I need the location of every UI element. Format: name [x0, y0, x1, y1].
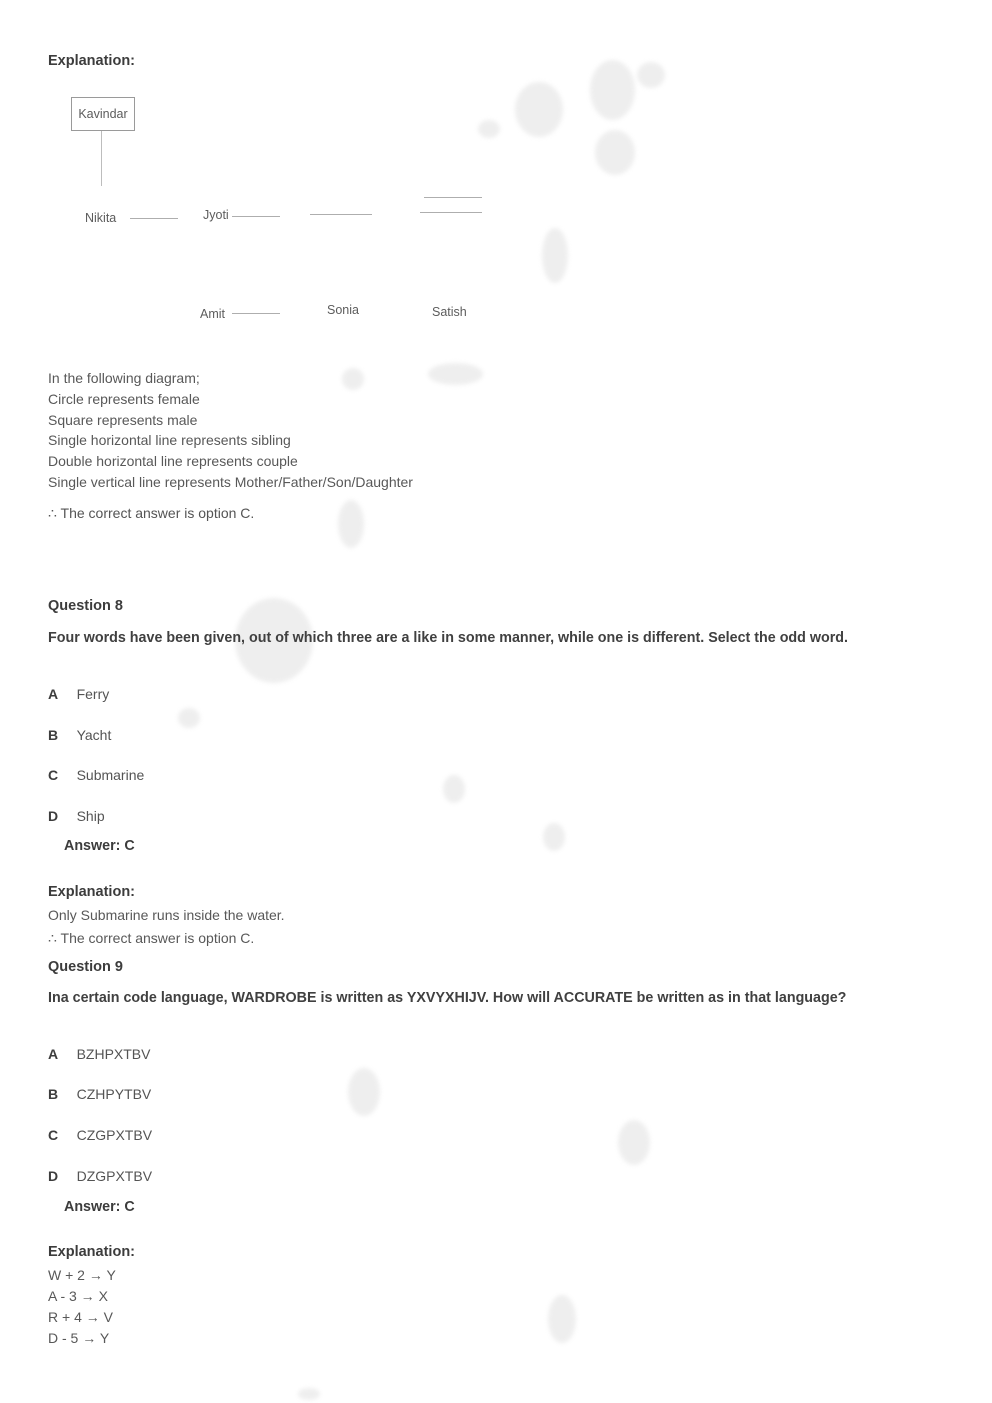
explanation-heading: Explanation: [48, 53, 136, 69]
diagram-node-sonia: Sonia [327, 303, 359, 317]
legend-line: In the following diagram; [48, 370, 200, 386]
option-row [48, 1046, 150, 1064]
explanation-heading: Explanation: [48, 884, 136, 900]
legend-line: Square represents male [48, 411, 198, 428]
explanation-body [48, 905, 285, 949]
option-letter: A [48, 1046, 59, 1062]
code-step-line: W + 2 → Y [48, 1267, 116, 1283]
diagram-node-satish: Satish [432, 305, 467, 319]
option-letter: B [48, 727, 59, 743]
question-text: Ina certain code language, WARDROBE is written as YXVYXHIJV. How will ACCURATE be written as in that language? [48, 990, 847, 1006]
option-text: DZGPXTBV [76, 1168, 153, 1184]
option-text: Yacht [76, 727, 112, 743]
couple-line-top [424, 197, 482, 198]
question-title: Question 9 [48, 959, 123, 975]
code-steps [48, 1265, 116, 1349]
watermark-blob [178, 708, 200, 728]
legend-line: Circle represents female [48, 390, 200, 407]
sibling-line [232, 313, 280, 314]
option-letter: B [48, 1086, 59, 1102]
watermark-blob [338, 500, 364, 548]
legend-line: Single horizontal line represents sibling [48, 432, 291, 449]
sibling-line [130, 218, 178, 219]
option-text: Ferry [76, 686, 110, 702]
watermark-blob [542, 228, 568, 283]
watermark-blob [298, 1388, 320, 1400]
watermark-blob [590, 60, 635, 120]
option-row [48, 1127, 152, 1145]
question-title: Question 8 [48, 598, 123, 614]
option-row [48, 808, 105, 826]
watermark-blob [348, 1068, 380, 1116]
explanation-line: ∴ The correct answer is option C. [48, 929, 255, 946]
watermark-blob [428, 363, 483, 385]
option-letter: C [48, 767, 59, 783]
watermark-blob [478, 120, 500, 138]
option-letter: D [48, 1168, 59, 1184]
explanation-line: Only Submarine runs inside the water. [48, 907, 285, 923]
code-step-line: R + 4 → V [48, 1309, 113, 1325]
conclusion-text: ∴ The correct answer is option C. [48, 505, 255, 521]
watermark-blob [548, 1295, 576, 1343]
diagram-node-label: Kavindar [78, 107, 128, 121]
diagram-node-amit: Amit [200, 307, 225, 321]
sibling-line [310, 214, 372, 215]
watermark-blob [543, 823, 565, 851]
option-letter: A [48, 686, 59, 702]
option-row [48, 767, 144, 785]
watermark-blob [637, 62, 665, 88]
option-row [48, 686, 109, 704]
watermark-blob [515, 82, 563, 137]
code-step-line: A - 3 → X [48, 1288, 108, 1304]
diagram-node-nikita: Nikita [85, 211, 117, 225]
diagram-node-kavindar [71, 97, 135, 131]
legend-line: Double horizontal line represents couple [48, 453, 298, 470]
option-row [48, 727, 111, 745]
question-text: Four words have been given, out of which three are a like in some manner, while one is different. Select the odd word. [48, 630, 848, 646]
code-step-line: D - 5 → Y [48, 1330, 110, 1346]
couple-line-bottom [420, 212, 482, 213]
watermark-blob [595, 130, 635, 175]
sibling-line [232, 216, 280, 217]
option-row [48, 1168, 152, 1186]
diagram-legend [48, 368, 413, 493]
option-text: CZGPXTBV [76, 1127, 153, 1143]
watermark-blob [443, 775, 465, 803]
legend-line: Single vertical line represents Mother/Father/Son/Daughter [48, 473, 413, 490]
option-text: BZHPXTBV [76, 1046, 151, 1062]
option-letter: D [48, 808, 59, 824]
option-text: Ship [76, 808, 105, 824]
watermark-blob [618, 1120, 650, 1165]
option-text: CZHPYTBV [76, 1086, 152, 1102]
option-letter: C [48, 1127, 59, 1143]
diagram-node-jyoti: Jyoti [203, 208, 229, 222]
option-text: Submarine [76, 767, 145, 783]
parent-child-line [101, 131, 102, 186]
explanation-heading: Explanation: [48, 1244, 136, 1260]
answer-label: Answer: C [64, 838, 135, 854]
answer-label: Answer: C [64, 1199, 135, 1215]
option-row [48, 1086, 151, 1104]
